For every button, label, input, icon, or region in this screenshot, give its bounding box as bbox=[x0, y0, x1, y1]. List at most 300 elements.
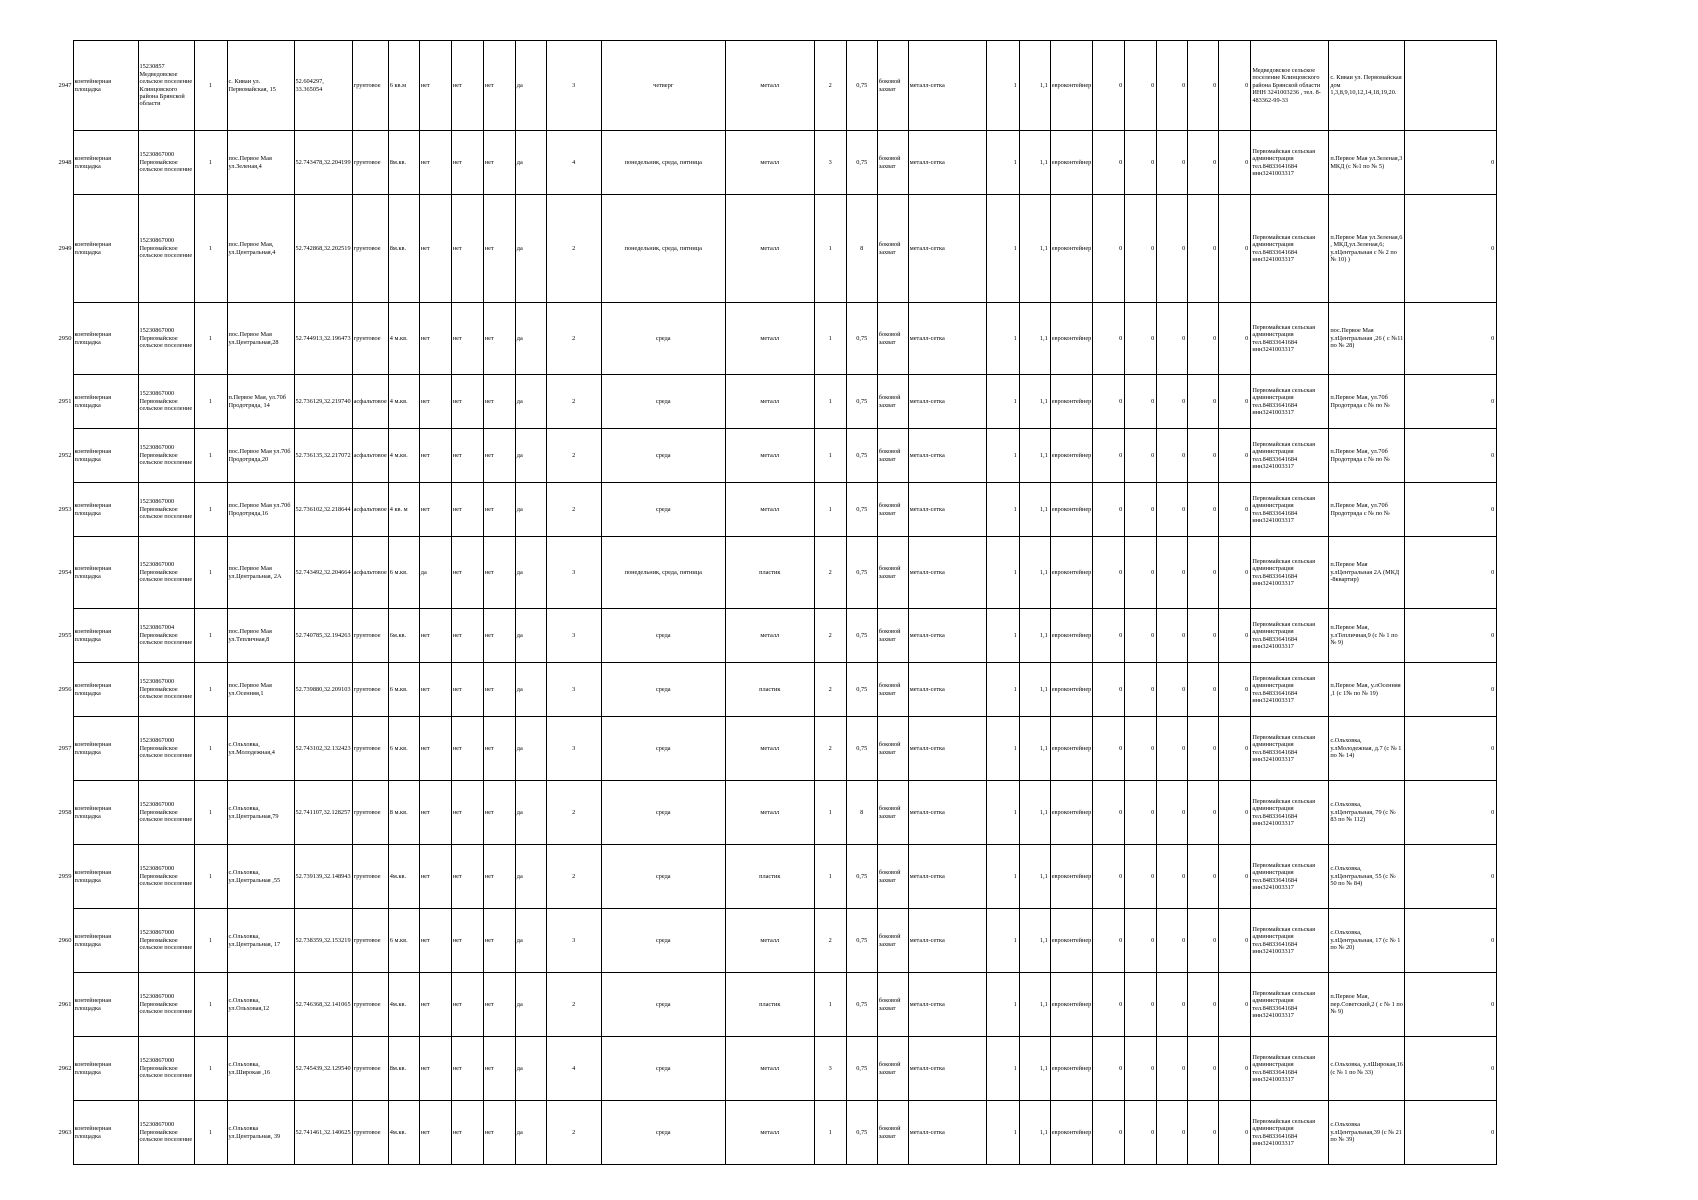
cell-area: 8м.кв. bbox=[388, 131, 419, 195]
cell-owner: Первомайская сельская администрация тел.84833641684 инн3241003317 bbox=[1251, 609, 1329, 663]
cell-z4: 0 bbox=[1188, 781, 1219, 845]
cell-load: боковой захват bbox=[877, 537, 908, 609]
cell-addr: с.Ольховка, ул.Центральная, 17 bbox=[227, 909, 294, 973]
cell-c1: 1 bbox=[194, 609, 227, 663]
cell-n: 2953 bbox=[40, 483, 73, 537]
table-row bbox=[40, 781, 1497, 845]
cell-addr: пос.Первое Мая ул.Центральная,28 bbox=[227, 303, 294, 375]
cell-okato: 15230867000 Первомайское сельское поселение bbox=[138, 909, 194, 973]
cell-s2: нет bbox=[451, 131, 483, 195]
cell-vol: 0,75 bbox=[846, 41, 877, 131]
cell-mat: металл bbox=[725, 303, 814, 375]
cell-surface: грунтовое bbox=[352, 717, 388, 781]
cell-s2: нет bbox=[451, 537, 483, 609]
cell-s1: нет bbox=[419, 717, 451, 781]
cell-k2: 1,1 bbox=[1019, 909, 1050, 973]
cell-area: 4 м.кв. bbox=[388, 429, 419, 483]
cell-fence: металл-сетка bbox=[908, 609, 986, 663]
cell-s2: нет bbox=[451, 303, 483, 375]
cell-load: боковой захват bbox=[877, 483, 908, 537]
cell-fence: металл-сетка bbox=[908, 663, 986, 717]
cell-s4: да bbox=[515, 537, 546, 609]
cell-s1: нет bbox=[419, 375, 451, 429]
cell-euro: евроконтейнер bbox=[1050, 909, 1093, 973]
cell-type: контейнерная площадка bbox=[73, 663, 138, 717]
cell-okato: 15230867000 Первомайское сельское поселение bbox=[138, 1037, 194, 1101]
cell-cnt: 3 bbox=[546, 41, 601, 131]
cell-owner: Медведовское сельское поселение Клинцовского района Брянской области ИНН 3241003236 , тел. 8-483362-99-33 bbox=[1251, 41, 1329, 131]
cell-owner: Первомайская сельская администрация тел.84833641684 инн3241003317 bbox=[1251, 537, 1329, 609]
cell-fence: металл-сетка bbox=[908, 375, 986, 429]
cell-s2: нет bbox=[451, 1101, 483, 1165]
cell-owner: Первомайская сельская администрация тел.84833641684 инн3241003317 bbox=[1251, 375, 1329, 429]
cell-euro: евроконтейнер bbox=[1050, 483, 1093, 537]
cell-load: боковой захват bbox=[877, 609, 908, 663]
cell-last: 0 bbox=[1405, 195, 1497, 303]
cell-vol: 0,75 bbox=[846, 1037, 877, 1101]
cell-days: среда bbox=[601, 483, 725, 537]
cell-vol: 0,75 bbox=[846, 845, 877, 909]
cell-k1: 1 bbox=[986, 195, 1019, 303]
cell-z5: 0 bbox=[1219, 909, 1251, 973]
cell-z4: 0 bbox=[1188, 973, 1219, 1037]
cell-coords: 52.739139,32.148943 bbox=[294, 845, 352, 909]
cell-coords: 52.739880,32.209103 bbox=[294, 663, 352, 717]
cell-z4: 0 bbox=[1188, 41, 1219, 131]
cell-addr: с.Ольховка, ул.Центральная ,55 bbox=[227, 845, 294, 909]
cell-cnt: 3 bbox=[546, 909, 601, 973]
cell-mat: пластик bbox=[725, 663, 814, 717]
cell-q: 2 bbox=[814, 717, 846, 781]
cell-n: 2961 bbox=[40, 973, 73, 1037]
cell-z2: 0 bbox=[1125, 1101, 1157, 1165]
table-row bbox=[40, 663, 1497, 717]
cell-n: 2947 bbox=[40, 41, 73, 131]
cell-owner: Первомайская сельская администрация тел.84833641684 инн3241003317 bbox=[1251, 195, 1329, 303]
cell-euro: евроконтейнер bbox=[1050, 973, 1093, 1037]
cell-s3: нет bbox=[483, 195, 515, 303]
cell-z1: 0 bbox=[1093, 717, 1125, 781]
cell-s4: да bbox=[515, 845, 546, 909]
cell-type: контейнерная площадка bbox=[73, 429, 138, 483]
cell-okato: 15230867004 Первомайское сельское поселение bbox=[138, 609, 194, 663]
cell-z2: 0 bbox=[1125, 663, 1157, 717]
cell-z5: 0 bbox=[1219, 195, 1251, 303]
cell-c1: 1 bbox=[194, 845, 227, 909]
cell-type: контейнерная площадка bbox=[73, 973, 138, 1037]
cell-src: с. Киваи ул. Первомайская дом 1,3,8,9,10,12,14,18,19,20. bbox=[1329, 41, 1405, 131]
cell-s4: да bbox=[515, 1037, 546, 1101]
cell-fence: металл-сетка bbox=[908, 303, 986, 375]
cell-last: 0 bbox=[1405, 1101, 1497, 1165]
cell-type: контейнерная площадка bbox=[73, 303, 138, 375]
registry-sheet bbox=[40, 40, 1497, 1165]
cell-n: 2951 bbox=[40, 375, 73, 429]
cell-owner: Первомайская сельская администрация тел.84833641684 инн3241003317 bbox=[1251, 303, 1329, 375]
cell-load: боковой захват bbox=[877, 195, 908, 303]
cell-z5: 0 bbox=[1219, 609, 1251, 663]
cell-owner: Первомайская сельская администрация тел.84833641684 инн3241003317 bbox=[1251, 1101, 1329, 1165]
cell-last: 0 bbox=[1405, 717, 1497, 781]
cell-k2: 1,1 bbox=[1019, 429, 1050, 483]
cell-s2: нет bbox=[451, 781, 483, 845]
cell-euro: евроконтейнер bbox=[1050, 1037, 1093, 1101]
cell-k2: 1,1 bbox=[1019, 131, 1050, 195]
cell-z4: 0 bbox=[1188, 1101, 1219, 1165]
cell-n: 2948 bbox=[40, 131, 73, 195]
cell-z4: 0 bbox=[1188, 909, 1219, 973]
cell-src: п.Первое Мая у.лЦентральная 2А (МКД -8квартир) bbox=[1329, 537, 1405, 609]
cell-k2: 1,1 bbox=[1019, 609, 1050, 663]
cell-z2: 0 bbox=[1125, 483, 1157, 537]
cell-last: 0 bbox=[1405, 909, 1497, 973]
cell-z1: 0 bbox=[1093, 845, 1125, 909]
cell-area: 4м.кв. bbox=[388, 845, 419, 909]
cell-q: 1 bbox=[814, 845, 846, 909]
cell-last: 0 bbox=[1405, 663, 1497, 717]
cell-days: среда bbox=[601, 1037, 725, 1101]
cell-z1: 0 bbox=[1093, 303, 1125, 375]
cell-z1: 0 bbox=[1093, 609, 1125, 663]
cell-days: среда bbox=[601, 1101, 725, 1165]
cell-src: п.Первое Мая, пер.Советский,2 ( с № 1 по № 9) bbox=[1329, 973, 1405, 1037]
cell-n: 2950 bbox=[40, 303, 73, 375]
cell-area: 6 м.кв. bbox=[388, 909, 419, 973]
cell-s3: нет bbox=[483, 909, 515, 973]
cell-k1: 1 bbox=[986, 41, 1019, 131]
cell-vol: 0,75 bbox=[846, 663, 877, 717]
cell-surface: грунтовое bbox=[352, 909, 388, 973]
cell-q: 2 bbox=[814, 41, 846, 131]
cell-z4: 0 bbox=[1188, 663, 1219, 717]
cell-fence: металл-сетка bbox=[908, 717, 986, 781]
cell-k1: 1 bbox=[986, 717, 1019, 781]
cell-z1: 0 bbox=[1093, 195, 1125, 303]
cell-last: 0 bbox=[1405, 1037, 1497, 1101]
cell-q: 2 bbox=[814, 537, 846, 609]
cell-euro: евроконтейнер bbox=[1050, 429, 1093, 483]
cell-src: с.Ольховка у.лЦентральная,39 (с № 21 по № 39) bbox=[1329, 1101, 1405, 1165]
cell-c1: 1 bbox=[194, 663, 227, 717]
cell-s3: нет bbox=[483, 781, 515, 845]
cell-mat: металл bbox=[725, 609, 814, 663]
cell-type: контейнерная площадка bbox=[73, 195, 138, 303]
cell-euro: евроконтейнер bbox=[1050, 609, 1093, 663]
cell-area: 6 м.кв. bbox=[388, 537, 419, 609]
cell-z5: 0 bbox=[1219, 1037, 1251, 1101]
cell-z2: 0 bbox=[1125, 131, 1157, 195]
cell-okato: 15230867000 Первомайское сельское поселение bbox=[138, 483, 194, 537]
cell-load: боковой захват bbox=[877, 663, 908, 717]
cell-days: среда bbox=[601, 303, 725, 375]
table-row bbox=[40, 973, 1497, 1037]
cell-coords: 52.741461,32.140625 bbox=[294, 1101, 352, 1165]
cell-surface: грунтовое bbox=[352, 609, 388, 663]
cell-s4: да bbox=[515, 195, 546, 303]
cell-s1: нет bbox=[419, 483, 451, 537]
table-row bbox=[40, 195, 1497, 303]
cell-okato: 15230867000 Первомайское сельское поселение bbox=[138, 537, 194, 609]
cell-c1: 1 bbox=[194, 195, 227, 303]
cell-s3: нет bbox=[483, 429, 515, 483]
cell-src: п.Первое Мая, у.лТепличная,9 (с № 1 по № 9) bbox=[1329, 609, 1405, 663]
cell-z2: 0 bbox=[1125, 1037, 1157, 1101]
cell-q: 1 bbox=[814, 483, 846, 537]
cell-k1: 1 bbox=[986, 375, 1019, 429]
cell-okato: 15230867000 Первомайское сельское поселение bbox=[138, 717, 194, 781]
cell-z5: 0 bbox=[1219, 1101, 1251, 1165]
cell-addr: пос.Первое Мая ул.70б Продотряда,20 bbox=[227, 429, 294, 483]
cell-fence: металл-сетка bbox=[908, 1101, 986, 1165]
cell-s3: нет bbox=[483, 41, 515, 131]
cell-s4: да bbox=[515, 609, 546, 663]
cell-k1: 1 bbox=[986, 609, 1019, 663]
cell-s4: да bbox=[515, 483, 546, 537]
cell-z5: 0 bbox=[1219, 537, 1251, 609]
cell-area: 4м.кв. bbox=[388, 973, 419, 1037]
cell-vol: 0,75 bbox=[846, 537, 877, 609]
cell-z3: 0 bbox=[1157, 717, 1188, 781]
cell-type: контейнерная площадка bbox=[73, 375, 138, 429]
cell-euro: евроконтейнер bbox=[1050, 663, 1093, 717]
cell-k1: 1 bbox=[986, 1037, 1019, 1101]
cell-z1: 0 bbox=[1093, 1037, 1125, 1101]
cell-s2: нет bbox=[451, 483, 483, 537]
cell-q: 2 bbox=[814, 663, 846, 717]
cell-days: среда bbox=[601, 717, 725, 781]
cell-c1: 1 bbox=[194, 375, 227, 429]
cell-mat: металл bbox=[725, 483, 814, 537]
cell-okato: 15230867000 Первомайское сельское поселение bbox=[138, 375, 194, 429]
cell-z3: 0 bbox=[1157, 781, 1188, 845]
cell-s3: нет bbox=[483, 131, 515, 195]
cell-surface: грунтовое bbox=[352, 781, 388, 845]
cell-s4: да bbox=[515, 303, 546, 375]
cell-load: боковой захват bbox=[877, 303, 908, 375]
cell-c1: 1 bbox=[194, 429, 227, 483]
cell-mat: металл bbox=[725, 429, 814, 483]
cell-area: 6 кв.м bbox=[388, 41, 419, 131]
cell-addr: пос.Первое Мая ул.Осенняя,1 bbox=[227, 663, 294, 717]
container-sites-table bbox=[40, 40, 1497, 1165]
cell-q: 1 bbox=[814, 973, 846, 1037]
cell-type: контейнерная площадка bbox=[73, 781, 138, 845]
cell-days: среда bbox=[601, 429, 725, 483]
cell-q: 1 bbox=[814, 375, 846, 429]
cell-cnt: 2 bbox=[546, 375, 601, 429]
cell-owner: Первомайская сельская администрация тел.84833641684 инн3241003317 bbox=[1251, 131, 1329, 195]
cell-s4: да bbox=[515, 973, 546, 1037]
cell-z5: 0 bbox=[1219, 429, 1251, 483]
cell-z5: 0 bbox=[1219, 717, 1251, 781]
cell-mat: пластик bbox=[725, 845, 814, 909]
cell-coords: 52.604297, 33.365054 bbox=[294, 41, 352, 131]
cell-surface: асфальтовое bbox=[352, 375, 388, 429]
cell-s1: нет bbox=[419, 429, 451, 483]
cell-last bbox=[1405, 41, 1497, 131]
cell-days: понедельник, среда, пятница bbox=[601, 537, 725, 609]
cell-vol: 0,75 bbox=[846, 429, 877, 483]
cell-s4: да bbox=[515, 1101, 546, 1165]
cell-s1: нет bbox=[419, 845, 451, 909]
cell-surface: грунтовое bbox=[352, 1037, 388, 1101]
cell-type: контейнерная площадка bbox=[73, 1037, 138, 1101]
cell-k2: 1,1 bbox=[1019, 663, 1050, 717]
cell-cnt: 2 bbox=[546, 429, 601, 483]
cell-surface: грунтовое bbox=[352, 41, 388, 131]
cell-src: п.Первое Мая ул.Зеленая,6 , МКД,ул.Зеленая,6; у.лЦентральная с № 2 по № 10) ) bbox=[1329, 195, 1405, 303]
table-row bbox=[40, 537, 1497, 609]
cell-type: контейнерная площадка bbox=[73, 131, 138, 195]
cell-addr: с.Ольховка ул.Центральная, 39 bbox=[227, 1101, 294, 1165]
cell-last: 0 bbox=[1405, 845, 1497, 909]
cell-area: 4 м.кв. bbox=[388, 303, 419, 375]
cell-addr: пос.Первое Мая, ул.Центральная,4 bbox=[227, 195, 294, 303]
cell-vol: 0,75 bbox=[846, 303, 877, 375]
cell-n: 2955 bbox=[40, 609, 73, 663]
cell-z3: 0 bbox=[1157, 973, 1188, 1037]
cell-z4: 0 bbox=[1188, 303, 1219, 375]
cell-surface: грунтовое bbox=[352, 1101, 388, 1165]
cell-src: с.Ольховка, у.лЦентральная, 79 (с № 83 по № 112) bbox=[1329, 781, 1405, 845]
cell-fence: металл-сетка bbox=[908, 781, 986, 845]
cell-addr: с.Ольховка, ул.Центральная,79 bbox=[227, 781, 294, 845]
cell-z2: 0 bbox=[1125, 609, 1157, 663]
cell-z5: 0 bbox=[1219, 663, 1251, 717]
cell-z1: 0 bbox=[1093, 781, 1125, 845]
cell-last: 0 bbox=[1405, 483, 1497, 537]
cell-owner: Первомайская сельская администрация тел.84833641684 инн3241003317 bbox=[1251, 663, 1329, 717]
cell-z3: 0 bbox=[1157, 131, 1188, 195]
cell-k2: 1,1 bbox=[1019, 973, 1050, 1037]
cell-c1: 1 bbox=[194, 131, 227, 195]
cell-k2: 1,1 bbox=[1019, 717, 1050, 781]
cell-load: боковой захват bbox=[877, 717, 908, 781]
cell-z4: 0 bbox=[1188, 537, 1219, 609]
cell-src: п.Первое Мая, ул.70б Продотряда с № по № bbox=[1329, 375, 1405, 429]
cell-z3: 0 bbox=[1157, 537, 1188, 609]
cell-owner: Первомайская сельская администрация тел.84833641684 инн3241003317 bbox=[1251, 909, 1329, 973]
cell-k1: 1 bbox=[986, 131, 1019, 195]
cell-n: 2949 bbox=[40, 195, 73, 303]
cell-fence: металл-сетка bbox=[908, 973, 986, 1037]
cell-z4: 0 bbox=[1188, 845, 1219, 909]
cell-owner: Первомайская сельская администрация тел.84833641684 инн3241003317 bbox=[1251, 429, 1329, 483]
cell-src: с.Ольховка, у.лЦентральная, 17 (с № 1 по № 20) bbox=[1329, 909, 1405, 973]
cell-z4: 0 bbox=[1188, 195, 1219, 303]
cell-n: 2959 bbox=[40, 845, 73, 909]
cell-mat: пластик bbox=[725, 537, 814, 609]
cell-surface: асфальтовое bbox=[352, 537, 388, 609]
cell-type: контейнерная площадка bbox=[73, 483, 138, 537]
cell-s3: нет bbox=[483, 845, 515, 909]
cell-surface: асфальтовое bbox=[352, 429, 388, 483]
cell-z2: 0 bbox=[1125, 195, 1157, 303]
cell-addr: с.Ольховка, ул.Молодежная,4 bbox=[227, 717, 294, 781]
cell-n: 2960 bbox=[40, 909, 73, 973]
table-row bbox=[40, 131, 1497, 195]
cell-cnt: 2 bbox=[546, 973, 601, 1037]
cell-days: четверг bbox=[601, 41, 725, 131]
cell-s3: нет bbox=[483, 375, 515, 429]
cell-z3: 0 bbox=[1157, 909, 1188, 973]
cell-owner: Первомайская сельская администрация тел.84833641684 инн3241003317 bbox=[1251, 1037, 1329, 1101]
cell-vol: 8 bbox=[846, 195, 877, 303]
cell-owner: Первомайская сельская администрация тел.84833641684 инн3241003317 bbox=[1251, 781, 1329, 845]
cell-coords: 52.736129,32.219740 bbox=[294, 375, 352, 429]
table-row bbox=[40, 483, 1497, 537]
cell-coords: 52.736102,32.218644 bbox=[294, 483, 352, 537]
cell-surface: грунтовое bbox=[352, 303, 388, 375]
cell-z1: 0 bbox=[1093, 131, 1125, 195]
cell-mat: металл bbox=[725, 41, 814, 131]
cell-n: 2952 bbox=[40, 429, 73, 483]
cell-k1: 1 bbox=[986, 483, 1019, 537]
cell-n: 2954 bbox=[40, 537, 73, 609]
cell-z3: 0 bbox=[1157, 609, 1188, 663]
cell-z3: 0 bbox=[1157, 483, 1188, 537]
cell-s3: нет bbox=[483, 1037, 515, 1101]
cell-k1: 1 bbox=[986, 781, 1019, 845]
cell-last: 0 bbox=[1405, 303, 1497, 375]
cell-type: контейнерная площадка bbox=[73, 41, 138, 131]
cell-z4: 0 bbox=[1188, 483, 1219, 537]
cell-days: понедельник, среда, пятница bbox=[601, 131, 725, 195]
cell-k1: 1 bbox=[986, 429, 1019, 483]
cell-s4: да bbox=[515, 663, 546, 717]
cell-s3: нет bbox=[483, 973, 515, 1037]
cell-z1: 0 bbox=[1093, 483, 1125, 537]
cell-area: 4 м.кв. bbox=[388, 375, 419, 429]
cell-z3: 0 bbox=[1157, 1101, 1188, 1165]
cell-k2: 1,1 bbox=[1019, 537, 1050, 609]
cell-c1: 1 bbox=[194, 303, 227, 375]
cell-area: 4м.кв. bbox=[388, 1101, 419, 1165]
cell-z2: 0 bbox=[1125, 303, 1157, 375]
cell-z2: 0 bbox=[1125, 845, 1157, 909]
cell-s1: нет bbox=[419, 41, 451, 131]
cell-c1: 1 bbox=[194, 781, 227, 845]
cell-surface: грунтовое bbox=[352, 973, 388, 1037]
cell-euro: евроконтейнер bbox=[1050, 781, 1093, 845]
cell-coords: 52.743102,32.132423 bbox=[294, 717, 352, 781]
cell-days: среда bbox=[601, 781, 725, 845]
cell-area: 4 кв. м bbox=[388, 483, 419, 537]
cell-addr: пос.Первое Мая ул.Центральная, 2А bbox=[227, 537, 294, 609]
cell-type: контейнерная площадка bbox=[73, 845, 138, 909]
cell-load: боковой захват bbox=[877, 375, 908, 429]
cell-s1: нет bbox=[419, 1101, 451, 1165]
cell-c1: 1 bbox=[194, 41, 227, 131]
cell-s2: нет bbox=[451, 717, 483, 781]
cell-mat: металл bbox=[725, 375, 814, 429]
table-row bbox=[40, 717, 1497, 781]
cell-addr: с.Ольховка, ул.Широкая ,16 bbox=[227, 1037, 294, 1101]
cell-fence: металл-сетка bbox=[908, 41, 986, 131]
cell-load: боковой захват bbox=[877, 41, 908, 131]
cell-mat: металл bbox=[725, 1101, 814, 1165]
cell-last: 0 bbox=[1405, 781, 1497, 845]
cell-cnt: 4 bbox=[546, 1037, 601, 1101]
cell-z5: 0 bbox=[1219, 375, 1251, 429]
cell-cnt: 2 bbox=[546, 483, 601, 537]
cell-days: среда bbox=[601, 909, 725, 973]
cell-days: понедельник, среда, пятница bbox=[601, 195, 725, 303]
cell-z4: 0 bbox=[1188, 609, 1219, 663]
cell-s4: да bbox=[515, 781, 546, 845]
cell-s2: нет bbox=[451, 845, 483, 909]
cell-fence: металл-сетка bbox=[908, 429, 986, 483]
